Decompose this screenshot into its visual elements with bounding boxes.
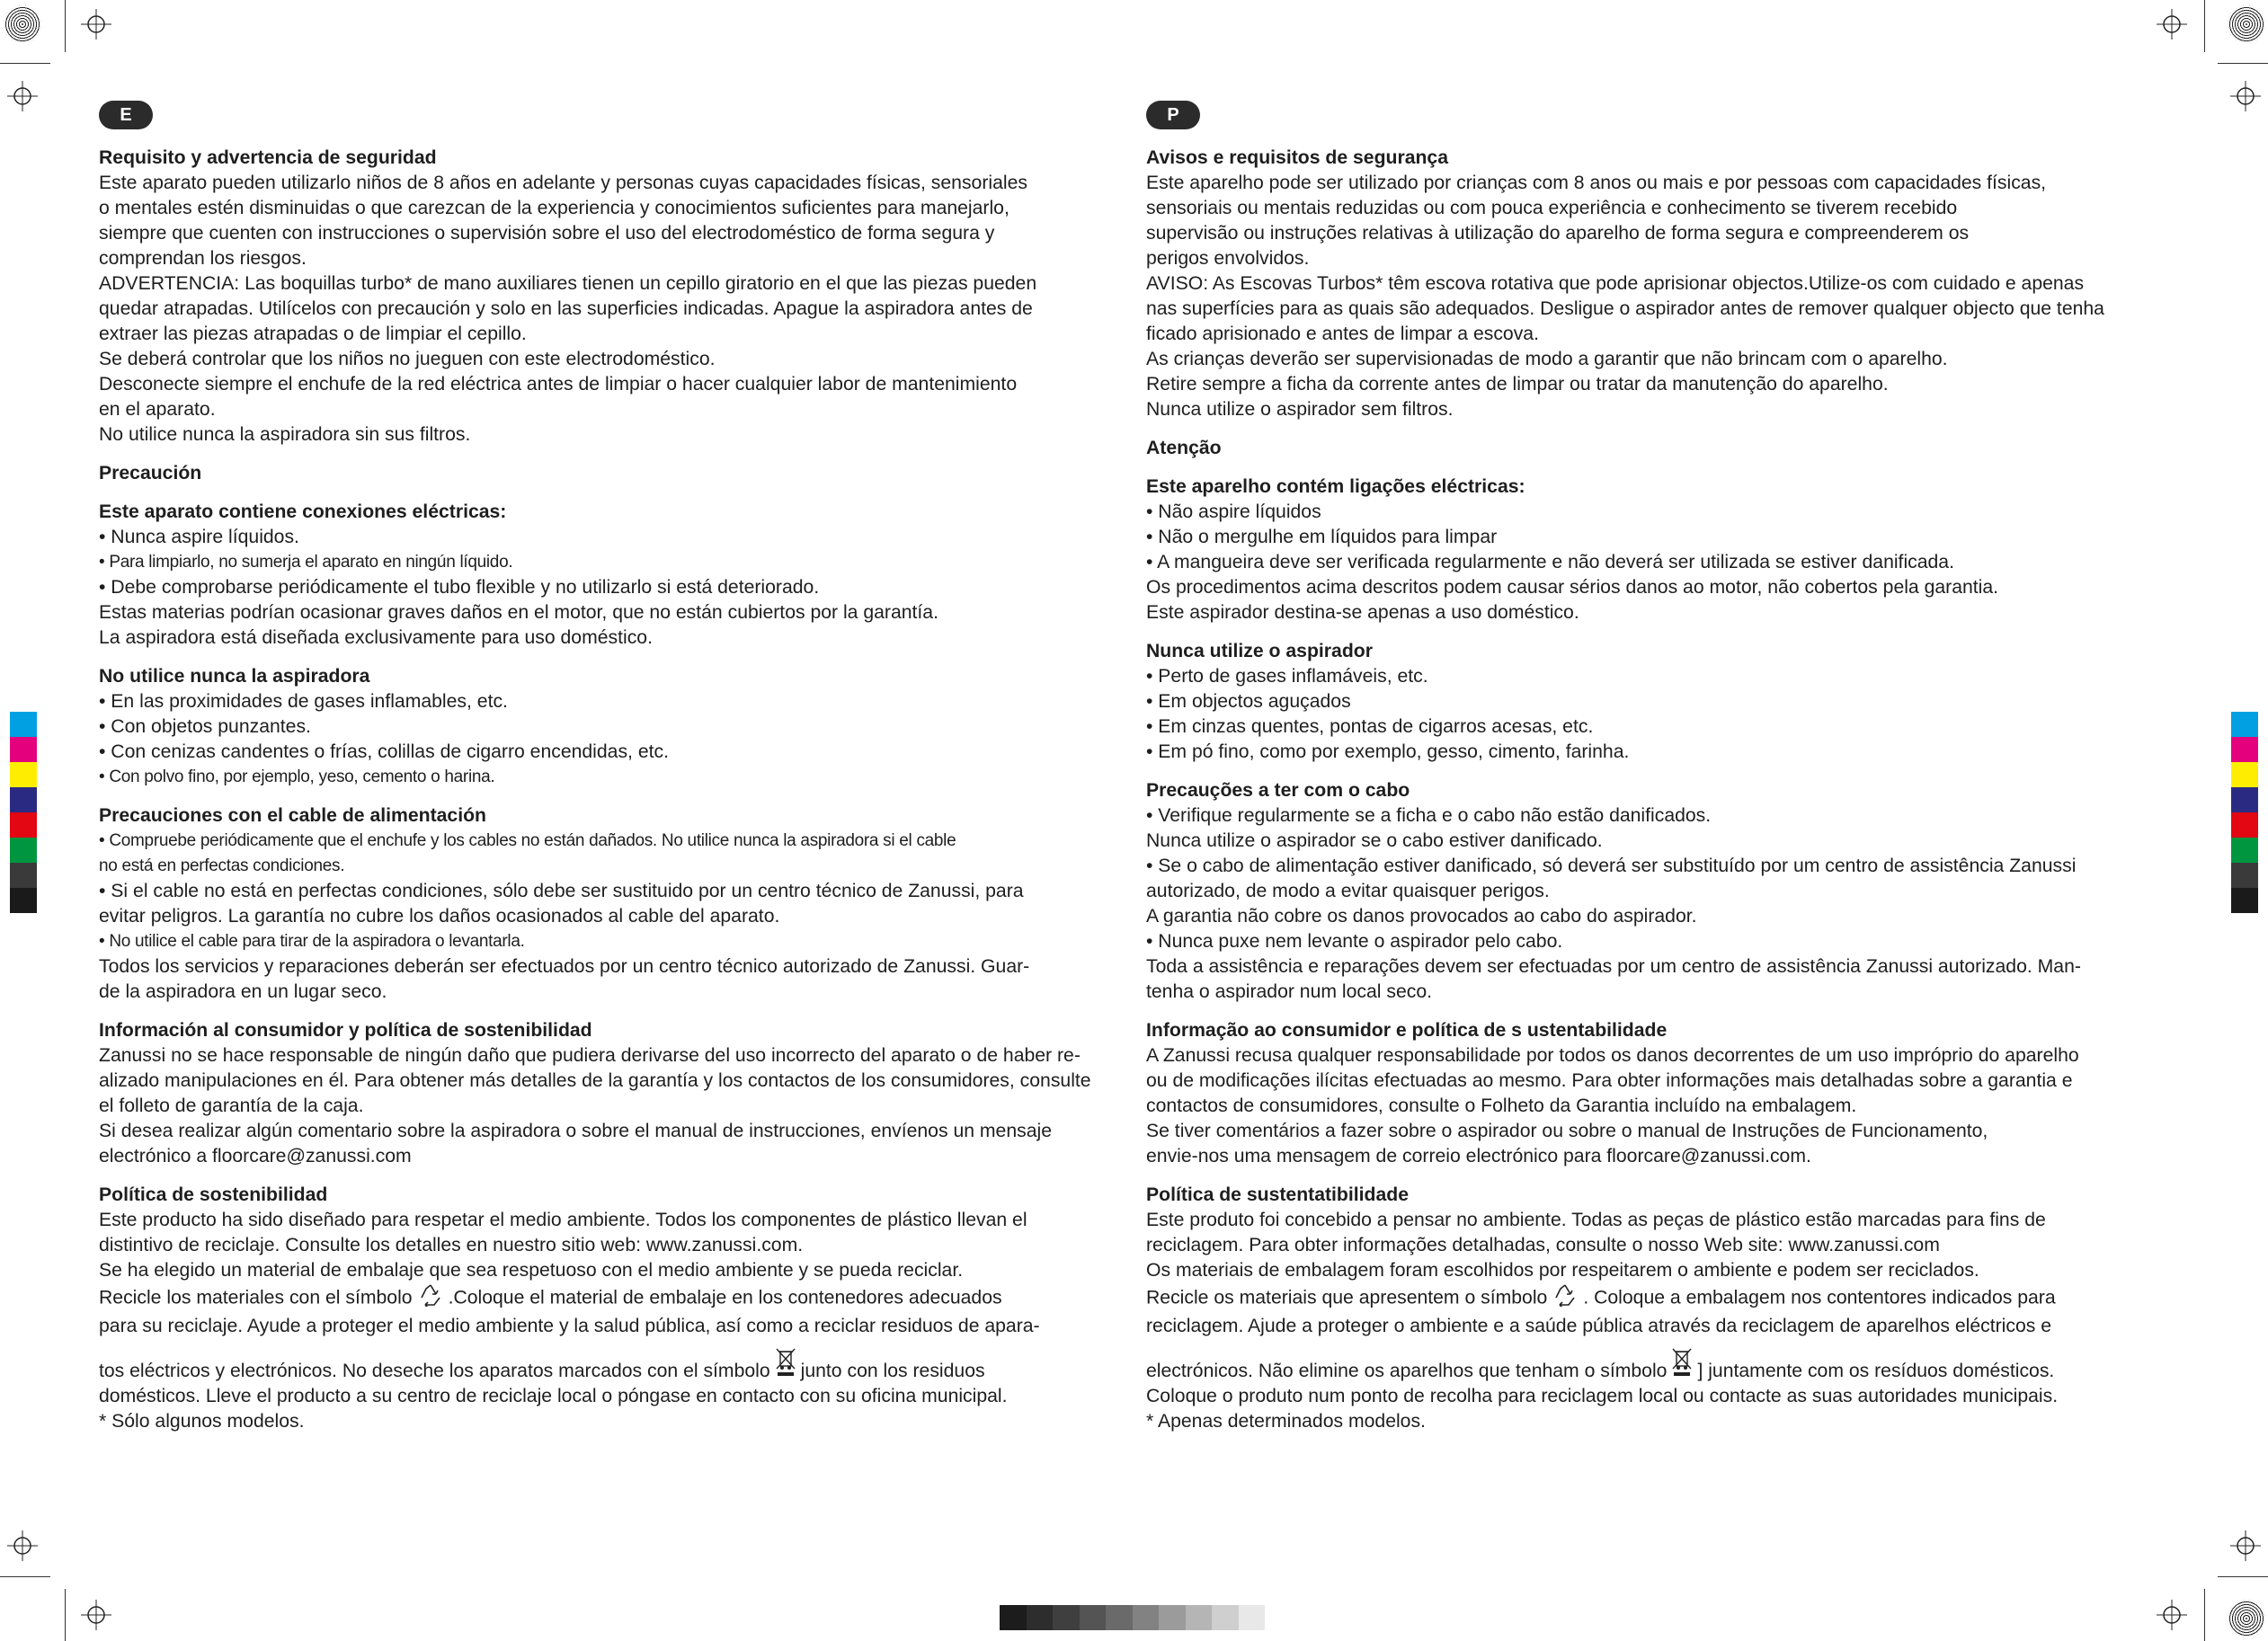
section [99, 461, 1124, 486]
section-title: Precauções a ter com o cabo [1146, 780, 1410, 801]
text-line: • Compruebe periódicamente que el enchufe y los cables no están dañados. No utilice nunca la aspiradora si el cable [99, 831, 956, 850]
crop-mark [2218, 1576, 2268, 1577]
text-line: Se tiver comentários a fazer sobre o aspirador ou sobre o manual de Instruções de Funcionamento, [1146, 1121, 1988, 1141]
text-line: La aspiradora está diseñada exclusivamente para uso doméstico. [99, 627, 653, 648]
text-line: • En las proximidades de gases inflamables, etc. [99, 691, 508, 712]
section [1146, 1183, 2171, 1434]
text-line: envie-nos uma mensagem de correio electrónico para floorcare@zanussi.com. [1146, 1146, 1811, 1166]
recycle-icon [1552, 1283, 1578, 1314]
text-line: AVISO: As Escovas Turbos* têm escova rotativa que pode aprisionar objectos.Utilize-os com cuidado e apenas [1146, 273, 2085, 294]
gray-swatch [1239, 1605, 1266, 1630]
crosshair-icon [7, 81, 38, 111]
section [1146, 146, 2171, 422]
text-line: • Debe comprobarse periódicamente el tubo flexible y no utilizarlo si está deteriorado. [99, 577, 820, 598]
color-swatch [2231, 888, 2258, 913]
text-line: Desconecte siempre el enchufe de la red eléctrica antes de limpiar o hacer cualquier labor de mantenimiento [99, 374, 1018, 395]
crop-mark [2204, 0, 2205, 52]
color-bar-left [10, 712, 37, 913]
color-swatch [2231, 712, 2258, 737]
text-line: Coloque o produto num ponto de recolha para reciclagem local ou contacte as suas autoridades municipais. [1146, 1386, 2059, 1406]
text-span: electrónicos. Não elimine os aparelhos que tenham o símbolo [1146, 1361, 1668, 1381]
text-line: • Si el cable no está en perfectas condiciones, sólo debe ser sustituido por un centro técnico de Zanussi, para [99, 881, 1024, 901]
crosshair-icon [2230, 81, 2261, 111]
text-line: • Em pó fino, como por exemplo, gesso, cimento, farinha. [1146, 741, 1630, 762]
text-line: ou de modificações ilícitas efectuadas ao mesmo. Para obter informações mais detalhadas sobre a garantia e [1146, 1070, 2073, 1091]
text-line: • Verifique regularmente se a ficha e o cabo não estão danificados. [1146, 805, 1712, 826]
text-line: nas superfícies para as quais são adequados. Desligue o aspirador antes de remover qualquer objecto que tenha [1146, 298, 2104, 319]
text-line: Retire sempre a ficha da corrente antes de limpar ou tratar da manutenção do aparelho. [1146, 374, 1889, 395]
crop-mark [2204, 1589, 2205, 1641]
text-line: o mentales estén disminuidas o que carezcan de la experiencia y conocimientos suficientes para manejarlo, [99, 198, 1009, 218]
text-line: • Não o mergulhe em líquidos para limpar [1146, 527, 1498, 547]
color-swatch [2231, 787, 2258, 812]
gray-swatch [1000, 1605, 1027, 1630]
language-badge-pt: P [1146, 101, 1200, 129]
text-span: Recicle os materiais que apresentem o símbolo [1146, 1287, 1548, 1308]
section [1146, 639, 2171, 765]
gray-swatch [1212, 1605, 1239, 1630]
crop-mark [65, 1589, 66, 1641]
text-line: ficado aprisionado e antes de limpar a escova. [1146, 324, 1539, 344]
text-line: • Não aspire líquidos [1146, 501, 1321, 522]
text-line: A Zanussi recusa qualquer responsabilidade por todos os danos decorrentes de um uso impróprio do aparelho [1146, 1045, 2079, 1066]
text-line [1146, 1283, 2171, 1314]
text-line: Toda a assistência e reparações devem ser efectuadas por um centro de assistência Zanussi autorizado. Man- [1146, 956, 2081, 977]
section [1146, 1018, 2171, 1169]
text-line: de la aspiradora en un lugar seco. [99, 981, 387, 1002]
gray-swatch [1053, 1605, 1080, 1630]
text-line: • Em cinzas quentes, pontas de cigarros acesas, etc. [1146, 716, 1594, 737]
text-line: • Nunca aspire líquidos. [99, 527, 299, 547]
text-line: Estas materias podrían ocasionar graves daños en el motor, que no están cubiertos por la garantía. [99, 602, 938, 623]
weee-bin-icon [774, 1346, 797, 1384]
text-line: para su reciclaje. Ayude a proteger el medio ambiente y la salud pública, así como a reciclar residuos de apara- [99, 1316, 1040, 1336]
sections-pt [1146, 146, 2171, 1434]
crosshair-icon [2157, 1600, 2187, 1630]
text-line: siempre que cuenten con instrucciones o supervisión sobre el uso del electrodoméstico de forma segura y [99, 223, 995, 244]
text-span: Recicle los materiales con el símbolo [99, 1287, 413, 1308]
text-line: sensoriais ou mentais reduzidas ou com pouca experiência e conhecimento se tiverem recebido [1146, 198, 1958, 218]
text-line: electrónico a floorcare@zanussi.com [99, 1146, 412, 1166]
text-line: Este produto foi concebido a pensar no ambiente. Todas as peças de plástico estão marcadas para fins de [1146, 1210, 2046, 1230]
text-line [99, 1283, 1124, 1314]
color-swatch [2231, 737, 2258, 762]
crosshair-icon [81, 9, 111, 40]
text-line: Zanussi no se hace responsable de ningún daño que pudiera derivarse del uso incorrecto del aparato o de haber re- [99, 1045, 1081, 1066]
text-line: Este producto ha sido diseñado para respetar el medio ambiente. Todos los componentes de plástico llevan el [99, 1210, 1027, 1230]
text-line: * Apenas determinados modelos. [1146, 1411, 1426, 1432]
section-title: Informação ao consumidor e política de s ustentabilidade [1146, 1020, 1668, 1041]
color-swatch [10, 888, 37, 913]
section-title: Requisito y advertencia de seguridad [99, 147, 437, 168]
text-line: en el aparato. [99, 399, 216, 420]
registration-spiral-top-right [2228, 5, 2265, 43]
gray-swatch [1133, 1605, 1160, 1630]
text-line: • Con cenizas candentes o frías, colillas de cigarro encendidas, etc. [99, 741, 669, 762]
column-portuguese [1146, 101, 2171, 1448]
gray-swatch [1106, 1605, 1133, 1630]
gray-swatch [1080, 1605, 1107, 1630]
text-line: alizado manipulaciones en él. Para obtener más detalles de la garantía y los contactos de los consumidores, consulte [99, 1070, 1091, 1091]
section [1146, 475, 2171, 625]
text-line: Si desea realizar algún comentario sobre la aspiradora o sobre el manual de instrucciones, envíenos un mensaje [99, 1121, 1052, 1141]
text-line: • Para limpiarlo, no sumerja el aparato en ningún líquido. [99, 553, 513, 572]
text-line: contactos de consumidores, consulte o Folheto da Garantia incluído na embalagem. [1146, 1095, 1857, 1116]
column-spanish [99, 101, 1124, 1448]
section-title: Este aparato contiene conexiones eléctricas: [99, 501, 507, 522]
text-line: evitar peligros. La garantía no cubre los daños ocasionados al cable del aparato. [99, 906, 780, 927]
color-swatch [2231, 863, 2258, 888]
text-line: Se deberá controlar que los niños no jueguen con este electrodoméstico. [99, 349, 716, 369]
text-line: perigos envolvidos. [1146, 248, 1310, 269]
section-title: Este aparelho contém ligações eléctricas: [1146, 476, 1525, 497]
text-span: tos eléctricos y electrónicos. No deseche los aparatos marcados con el símbolo [99, 1361, 770, 1381]
color-swatch [2231, 762, 2258, 787]
section [99, 1183, 1124, 1434]
section [1146, 436, 2171, 461]
section [1146, 778, 2171, 1005]
section-title: Política de sostenibilidad [99, 1184, 328, 1205]
section-title: Precaución [99, 463, 202, 483]
weee-bin-icon [1670, 1346, 1694, 1384]
crop-mark [0, 63, 50, 64]
color-swatch [10, 712, 37, 737]
text-line: • Se o cabo de alimentação estiver danificado, só deverá ser substituído por um centro de assistência Zanussi [1146, 856, 2077, 876]
sections-es [99, 146, 1124, 1434]
text-line: A garantia não cobre os danos provocados ao cabo do aspirador. [1146, 906, 1697, 927]
text-line: supervisão ou instruções relativas à utilização do aparelho de forma segura e compreenderem os [1146, 223, 1970, 244]
text-line: Os procedimentos acima descritos podem causar sérios danos ao motor, não cobertos pela garantia. [1146, 577, 1999, 598]
text-span: . Coloque a embalagem nos contentores indicados para [1583, 1287, 2056, 1308]
text-span: ] juntamente com os resíduos domésticos. [1697, 1361, 2055, 1381]
color-swatch [10, 762, 37, 787]
text-span: .Coloque el material de embalaje en los contenedores adecuados [448, 1287, 1002, 1308]
section [99, 146, 1124, 448]
text-line: Este aspirador destina-se apenas a uso doméstico. [1146, 602, 1579, 623]
color-swatch [10, 787, 37, 812]
grayscale-strip [1000, 1605, 1265, 1630]
crop-mark [2218, 63, 2268, 64]
text-line: Se ha elegido un material de embalaje que sea respetuoso con el medio ambiente y se pueda reciclar. [99, 1260, 964, 1281]
text-line: • Con objetos punzantes. [99, 716, 311, 737]
gray-swatch [1186, 1605, 1213, 1630]
text-line: tenha o aspirador num local seco. [1146, 981, 1432, 1002]
color-swatch [2231, 838, 2258, 863]
section-title: Nunca utilize o aspirador [1146, 641, 1373, 661]
text-line: no está en perfectas condiciones. [99, 856, 345, 875]
recycle-icon [418, 1283, 443, 1314]
section-title: Atenção [1146, 438, 1222, 458]
crop-mark [65, 0, 66, 52]
color-swatch [2231, 812, 2258, 838]
crosshair-icon [2230, 1530, 2261, 1561]
registration-spiral-bottom-right [2228, 1600, 2265, 1637]
text-line: Os materiais de embalagem foram escolhidos por respeitarem o ambiente e podem ser reciclados. [1146, 1260, 1979, 1281]
text-line: comprendan los riesgos. [99, 248, 307, 269]
section-title: Precauciones con el cable de alimentación [99, 805, 486, 826]
registration-spiral-top-left [4, 5, 41, 43]
text-line: Nunca utilize o aspirador se o cabo estiver danificado. [1146, 830, 1603, 851]
gray-swatch [1027, 1605, 1054, 1630]
text-line [99, 1346, 1124, 1384]
text-line: reciclagem. Ajude a proteger o ambiente e a saúde pública através da reciclagem de aparelhos eléctricos e [1146, 1316, 2051, 1336]
text-line: Todos los servicios y reparaciones deberán ser efectuados por un centro técnico autorizado de Zanussi. Guar- [99, 956, 1030, 977]
section-title: Información al consumidor y política de sostenibilidad [99, 1020, 592, 1041]
crosshair-icon [2157, 9, 2187, 40]
text-line: Este aparato pueden utilizarlo niños de 8 años en adelante y personas cuyas capacidades físicas, sensoriales [99, 173, 1027, 193]
color-swatch [10, 737, 37, 762]
section [99, 664, 1124, 790]
crosshair-icon [81, 1600, 111, 1630]
color-swatch [10, 838, 37, 863]
text-line: * Sólo algunos modelos. [99, 1411, 305, 1432]
text-line: Este aparelho pode ser utilizado por crianças com 8 anos ou mais e por pessoas com capacidades físicas, [1146, 173, 2047, 193]
text-line: ADVERTENCIA: Las boquillas turbo* de mano auxiliares tienen un cepillo giratorio en el que las piezas pueden [99, 273, 1037, 294]
text-line: • Perto de gases inflamáveis, etc. [1146, 666, 1428, 687]
text-line: • No utilice el cable para tirar de la aspiradora o levantarla. [99, 932, 525, 951]
language-badge-es: E [99, 101, 153, 129]
text-line: Nunca utilize o aspirador sem filtros. [1146, 399, 1454, 420]
text-line: quedar atrapadas. Utilícelos con precaución y solo en las superficies indicadas. Apague la aspiradora antes de [99, 298, 1033, 319]
text-line: domésticos. Lleve el producto a su centro de reciclaje local o póngase en contacto con su oficina municipal. [99, 1386, 1008, 1406]
text-line: • A mangueira deve ser verificada regularmente e não deverá ser utilizada se estiver danificada. [1146, 552, 1954, 572]
text-line: el folleto de garantía de la caja. [99, 1095, 364, 1116]
text-line: distintivo de reciclaje. Consulte los detalles en nuestro sitio web: www.zanussi.com. [99, 1235, 804, 1255]
color-swatch [10, 812, 37, 838]
section [99, 500, 1124, 651]
section [99, 803, 1124, 1005]
gray-swatch [1159, 1605, 1186, 1630]
text-span: junto con los residuos [800, 1361, 985, 1381]
text-line: • Nunca puxe nem levante o aspirador pelo cabo. [1146, 931, 1563, 952]
section-title: No utilice nunca la aspiradora [99, 666, 370, 687]
color-swatch [10, 863, 37, 888]
crosshair-icon [7, 1530, 38, 1561]
text-line: reciclagem. Para obter informações detalhadas, consulte o nosso Web site: www.zanussi.com [1146, 1235, 1940, 1255]
color-bar-right [2231, 712, 2258, 913]
text-line [1146, 1346, 2171, 1384]
text-line: extraer las piezas atrapadas o de limpiar el cepillo. [99, 324, 527, 344]
text-line: As crianças deverão ser supervisionadas de modo a garantir que não brincam com o aparelho. [1146, 349, 1948, 369]
section [99, 1018, 1124, 1169]
crop-mark [0, 1576, 50, 1577]
text-line: No utilice nunca la aspiradora sin sus filtros. [99, 424, 471, 445]
section-title: Avisos e requisitos de segurança [1146, 147, 1448, 168]
text-line: • Con polvo fino, por ejemplo, yeso, cemento o harina. [99, 767, 495, 786]
text-line: • Em objectos aguçados [1146, 691, 1351, 712]
section-title: Política de sustentatibilidade [1146, 1184, 1409, 1205]
text-line: autorizado, de modo a evitar quaisquer perigos. [1146, 881, 1550, 901]
